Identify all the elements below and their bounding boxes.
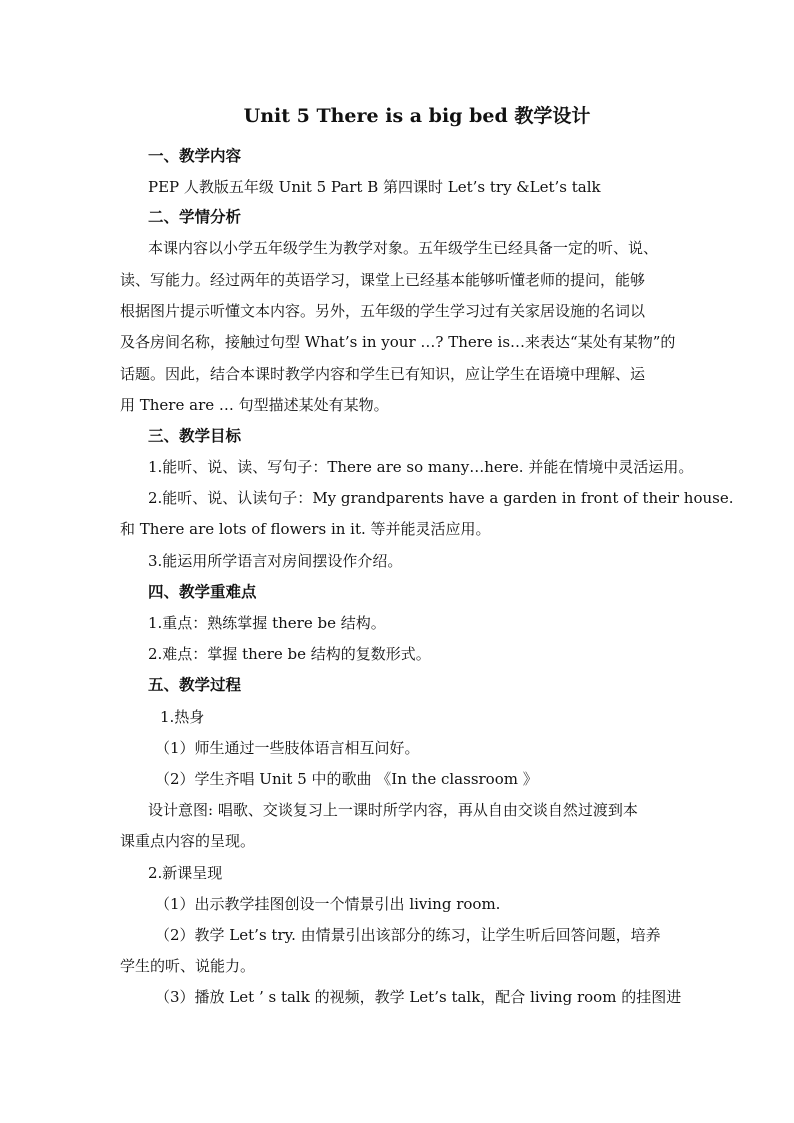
process-line: （1）师生通过一些肢体语言相互问好。 [155,739,420,757]
paragraph-line: 本课内容以小学五年级学生为教学对象。五年级学生已经具备一定的听、说、 [148,239,659,257]
paragraph-line: 读、写能力。经过两年的英语学习，课堂上已经基本能够听懂老师的提问，能够 [120,271,646,289]
process-line: （3）播放 Let ’ s talk 的视频，教学 Let’s talk，配合 living room 的挂图进 [155,988,682,1006]
goal-line: 1.能听、说、读、写句子：There are so many…here. 并能在情境中灵活运用。 [148,458,694,476]
content-line: PEP 人教版五年级 Unit 5 Part B 第四课时 Let’s try &Let’s talk [148,178,601,196]
goal-line: 2.能听、说、认读句子：My grandparents have a garden in front of their house. [148,489,734,507]
paragraph-line: 用 There are … 句型描述某处有某物。 [120,396,389,414]
process-line: 设计意图: 唱歌、交谈复习上一课时所学内容，再从自由交谈自然过渡到本 [148,801,638,819]
process-line: 1.热身 [160,708,205,726]
section-heading-key-points: 四、教学重难点 [148,582,257,601]
section-heading-process: 五、教学过程 [148,675,242,694]
document-title: Unit 5 There is a big bed 教学设计 [243,105,591,127]
section-heading-goals: 三、教学目标 [148,426,242,445]
process-line: 2.新课呈现 [148,864,223,882]
goal-line: 和 There are lots of flowers in it. 等并能灵活应用。 [120,520,491,538]
process-line: （1）出示教学挂图创设一个情景引出 living room. [155,895,501,913]
section-heading-content: 一、教学内容 [148,146,242,165]
paragraph-line: 及各房间名称，接触过句型 What’s in your …? There is…来表达“某处有某物”的 [120,333,676,351]
process-line: 学生的听、说能力。 [120,957,256,975]
process-line: （2）教学 Let’s try. 由情景引出该部分的练习，让学生听后回答问题，培养 [155,926,661,944]
paragraph-line: 话题。因此，结合本课时教学内容和学生已有知识，应让学生在语境中理解、运 [120,365,646,383]
goal-line: 3.能运用所学语言对房间摆设作介绍。 [148,552,403,570]
section-heading-analysis: 二、学情分析 [148,207,242,226]
process-line: （2）学生齐唱 Unit 5 中的歌曲 《In the classroom 》 [155,770,538,788]
process-line: 课重点内容的呈现。 [120,832,256,850]
key-point-line: 1.重点：熟练掌握 there be 结构。 [148,614,386,632]
paragraph-line: 根据图片提示听懂文本内容。另外，五年级的学生学习过有关家居设施的名词以 [120,302,646,320]
key-point-line: 2.难点：掌握 there be 结构的复数形式。 [148,645,431,663]
